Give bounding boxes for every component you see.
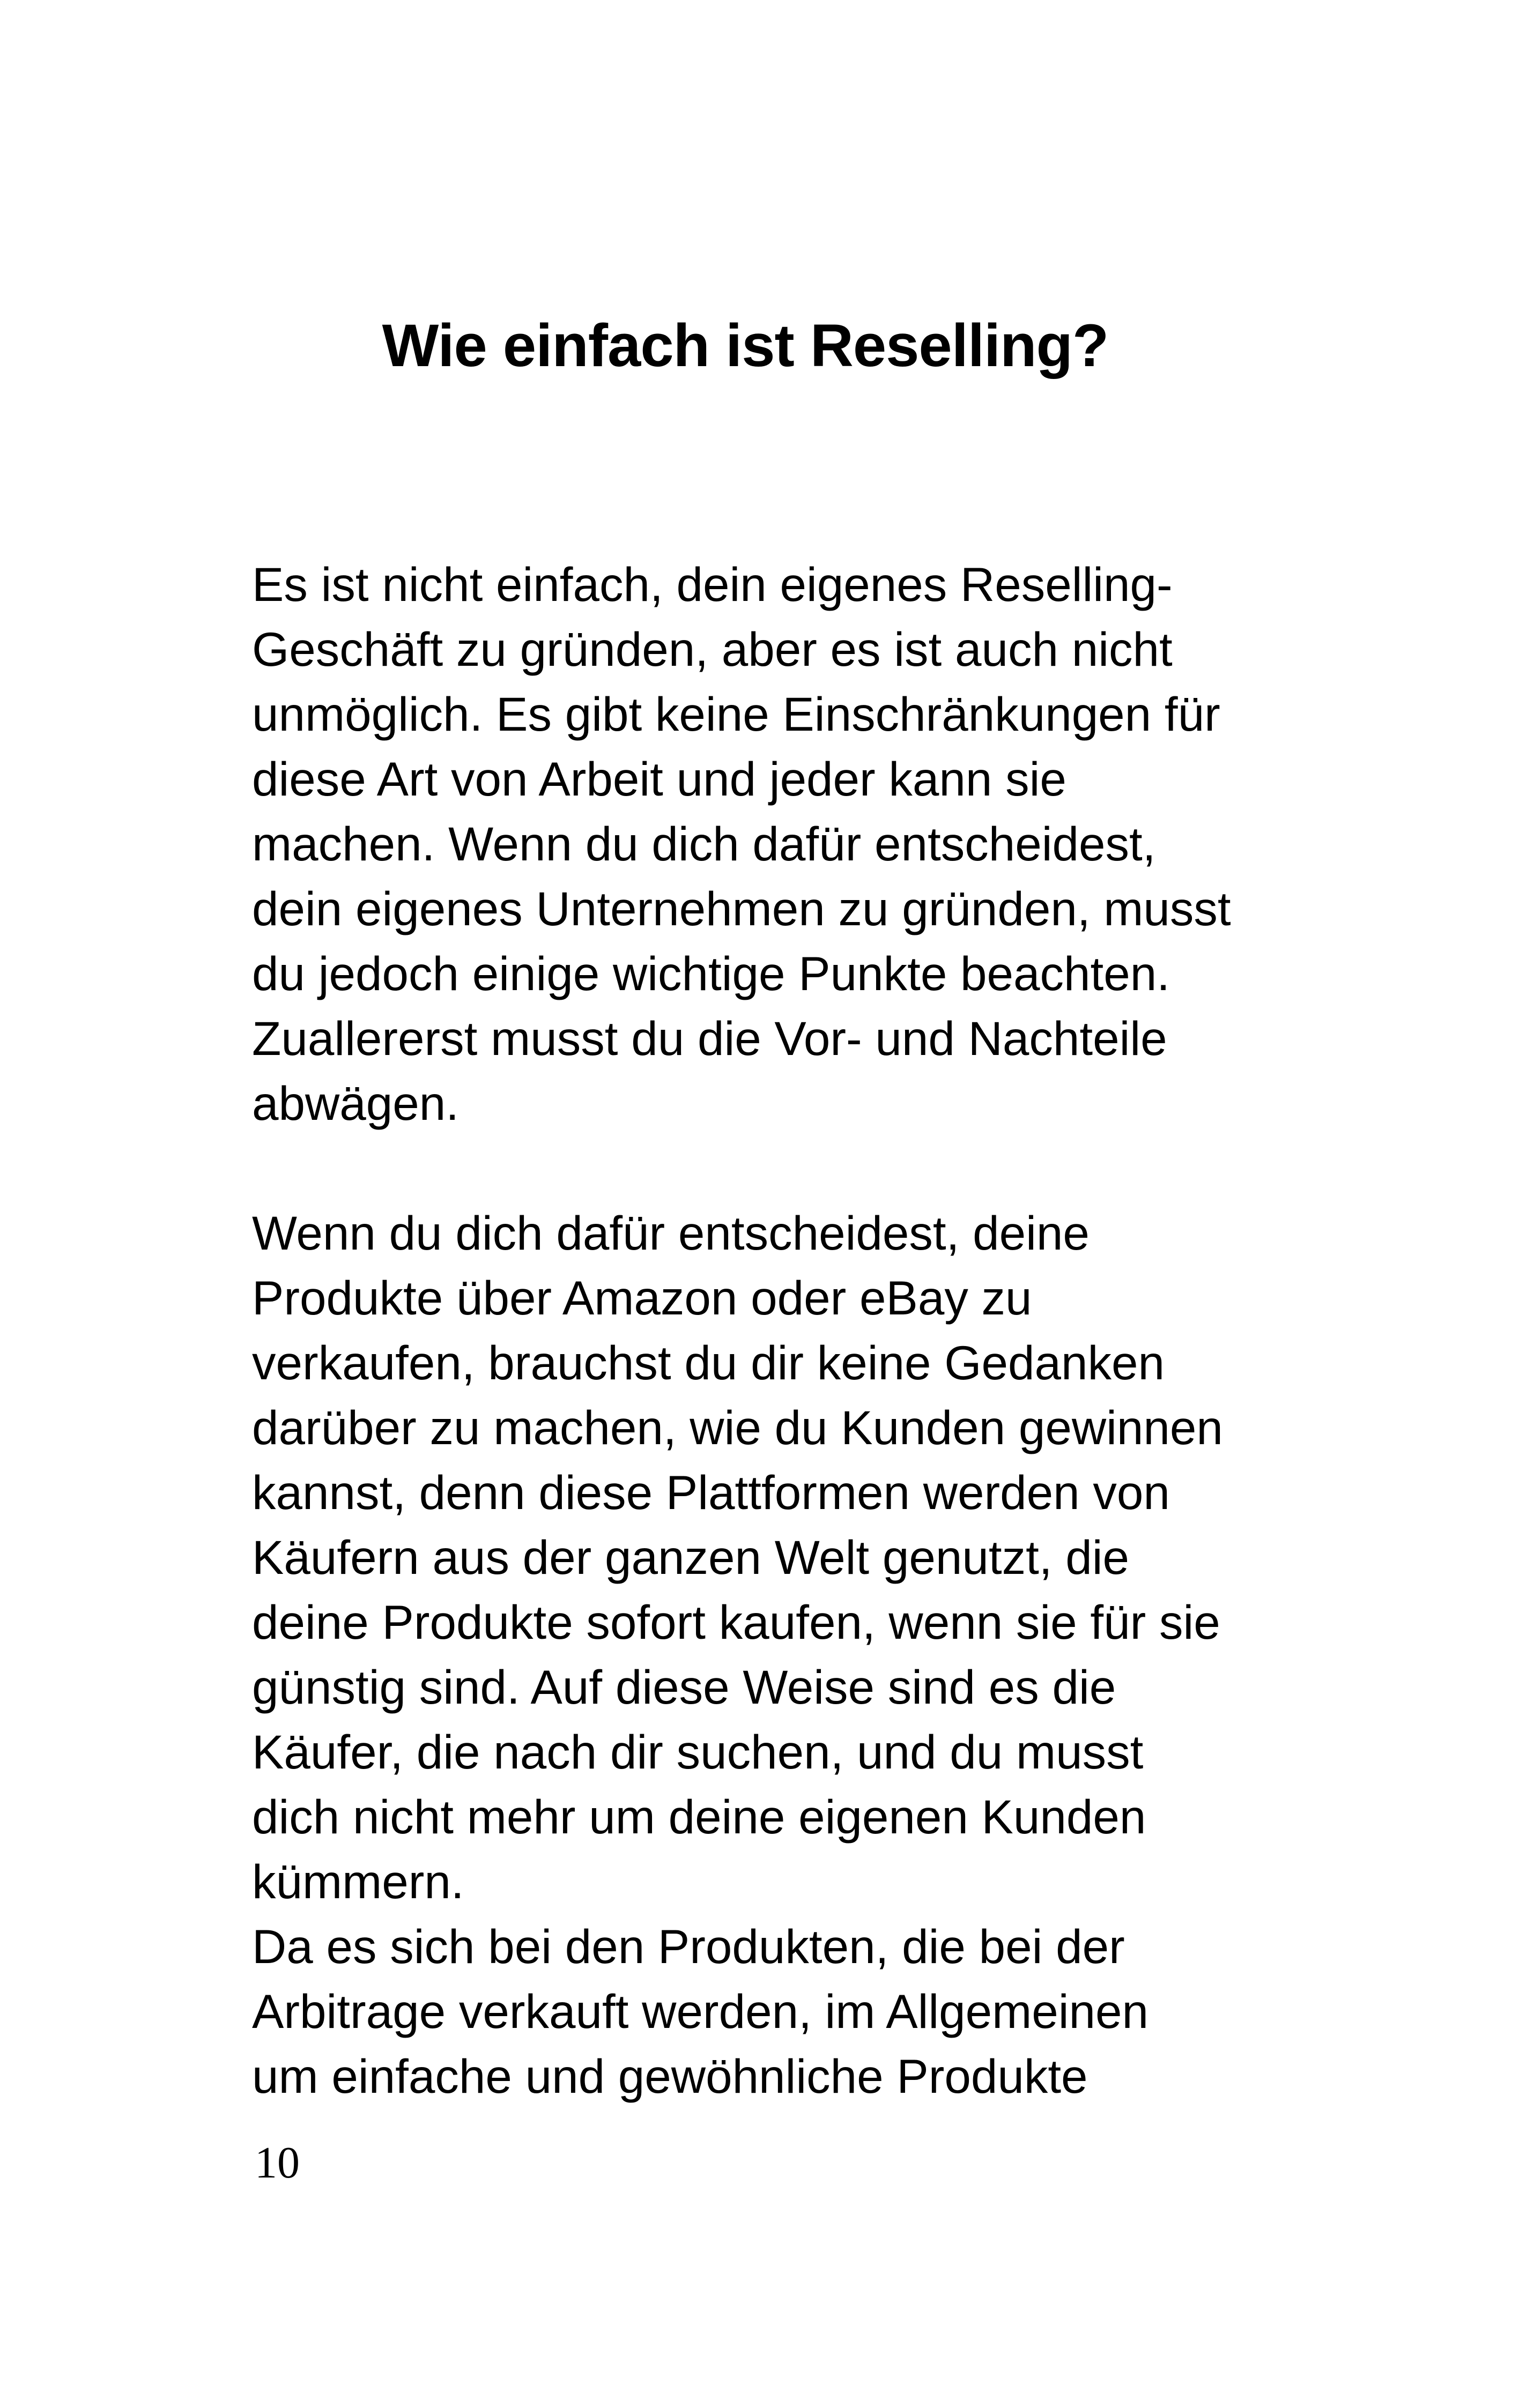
text-line: Wenn du dich dafür entscheidest, deine <box>252 1206 1090 1260</box>
page-number: 10 <box>255 2138 300 2188</box>
text-line: unmöglich. Es gibt keine Einschränkungen für <box>252 687 1220 741</box>
paragraph-1 <box>252 552 1458 1136</box>
text-line: um einfache und gewöhnliche Produkte <box>252 2049 1088 2103</box>
text-line: Es ist nicht einfach, dein eigenes Reselling- <box>252 558 1173 611</box>
paragraph-3 <box>252 1914 1458 2109</box>
text-line: kannst, denn diese Plattformen werden von <box>252 1466 1170 1519</box>
text-line: dich nicht mehr um deine eigenen Kunden <box>252 1790 1146 1844</box>
text-line: Zuallererst musst du die Vor- und Nachteile <box>252 1012 1167 1065</box>
text-line: deine Produkte sofort kaufen, wenn sie für sie <box>252 1595 1220 1649</box>
body-text <box>252 552 1458 2109</box>
text-line: Produkte über Amazon oder eBay zu <box>252 1271 1032 1325</box>
text-line: machen. Wenn du dich dafür entscheidest, <box>252 817 1156 871</box>
text-line: günstig sind. Auf diese Weise sind es die <box>252 1660 1116 1714</box>
text-line: Arbitrage verkauft werden, im Allgemeinen <box>252 1985 1149 2038</box>
text-line: Geschäft zu gründen, aber es ist auch nicht <box>252 622 1173 676</box>
text-line: Käufern aus der ganzen Welt genutzt, die <box>252 1530 1130 1584</box>
text-line: abwägen. <box>252 1076 459 1130</box>
text-line: du jedoch einige wichtige Punkte beachten. <box>252 947 1170 1000</box>
text-line: dein eigenes Unternehmen zu gründen, musst <box>252 882 1231 935</box>
page-title: Wie einfach ist Reselling? <box>382 312 1109 379</box>
text-line: kümmern. <box>252 1855 464 1908</box>
text-line: diese Art von Arbeit und jeder kann sie <box>252 752 1066 806</box>
text-line: Da es sich bei den Produkten, die bei der <box>252 1920 1125 1973</box>
paragraph-gap <box>252 1136 1458 1201</box>
text-line: darüber zu machen, wie du Kunden gewinnen <box>252 1401 1223 1454</box>
text-line: verkaufen, brauchst du dir keine Gedanken <box>252 1336 1165 1389</box>
paragraph-2 <box>252 1201 1458 1914</box>
text-line: Käufer, die nach dir suchen, und du musst <box>252 1725 1144 1779</box>
